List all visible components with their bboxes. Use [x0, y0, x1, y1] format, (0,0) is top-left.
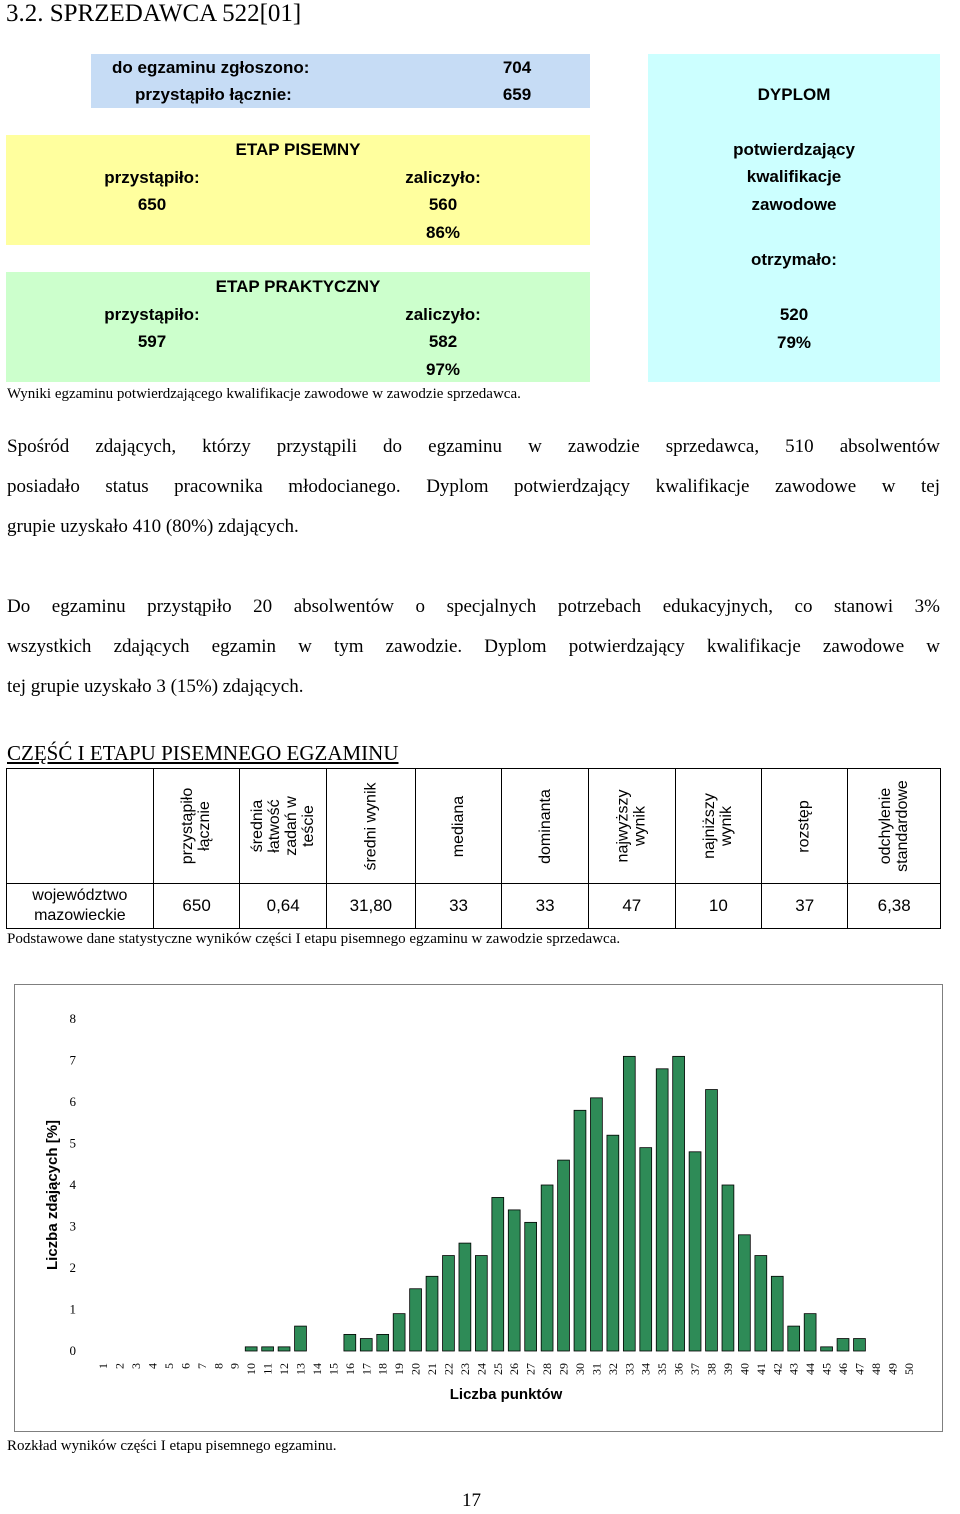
- dyplom-line2: kwalifikacje: [746, 167, 842, 186]
- dyplom-line1: potwierdzający: [733, 140, 855, 159]
- stats-header-label: najniższy wynik: [701, 792, 736, 859]
- histogram-bar: [377, 1334, 389, 1351]
- x-tick-label: 13: [293, 1363, 308, 1375]
- histogram-bar: [804, 1314, 816, 1351]
- histogram-bar: [640, 1148, 652, 1351]
- x-tick-label: 29: [556, 1363, 571, 1375]
- paragraph-mlodociani: [7, 427, 940, 547]
- stats-value-sredni-wynik: 31,80: [326, 884, 415, 929]
- x-tick-label: 20: [408, 1363, 423, 1375]
- x-tick-label: 40: [737, 1363, 752, 1375]
- x-tick-label: 47: [852, 1363, 867, 1375]
- etap-pisemny-percent: 86%: [425, 223, 461, 242]
- dyplom-box: [648, 54, 940, 382]
- stats-header-label: najwyższy wynik: [614, 789, 649, 862]
- dyplom-otrzymalo-label: otrzymało:: [751, 250, 837, 269]
- histogram-bar: [245, 1347, 257, 1351]
- etap-pisemny-zaliczylo-value: 560: [428, 195, 458, 214]
- stats-caption: Podstawowe dane statystyczne wyników części I etapu pisemnego egzaminu w zawodzie sprzedawca.: [7, 931, 621, 947]
- histogram-bar: [525, 1222, 537, 1351]
- stats-value-latwosc: 0,64: [240, 884, 326, 929]
- y-tick-label: 1: [69, 1301, 76, 1317]
- stats-header-cell: [240, 769, 326, 884]
- histogram-bar: [607, 1135, 619, 1351]
- stats-value-przystapilo: 650: [153, 884, 240, 929]
- x-tick-label: 15: [326, 1363, 341, 1375]
- stats-value-rozstep: 37: [762, 884, 848, 929]
- dyplom-otrzymalo-value: 520: [779, 305, 809, 324]
- x-tick-label: 33: [622, 1363, 637, 1375]
- dyplom-line3: zawodowe: [751, 195, 837, 214]
- histogram-bar: [344, 1334, 356, 1351]
- przystapilo-lacznie-label: przystąpiło łącznie:: [135, 85, 292, 104]
- x-tick-label: 44: [803, 1363, 818, 1375]
- x-tick-label: 7: [194, 1363, 209, 1369]
- x-tick-label: 21: [425, 1363, 440, 1375]
- x-tick-label: 26: [507, 1363, 522, 1375]
- etap-praktyczny-percent: 97%: [425, 360, 461, 379]
- x-tick-label: 25: [490, 1363, 505, 1375]
- x-tick-label: 9: [227, 1363, 242, 1369]
- x-tick-label: 14: [309, 1363, 324, 1375]
- x-tick-label: 43: [786, 1363, 801, 1375]
- histogram-bar: [262, 1347, 274, 1351]
- etap-pisemny-zaliczylo-label: zaliczyło:: [405, 168, 481, 187]
- paragraph-line: Spośród zdających, którzy przystąpili do egzaminu w zawodzie sprzedawca, 510 absolwentów: [7, 436, 940, 457]
- histogram-bar: [360, 1339, 372, 1351]
- x-tick-label: 19: [392, 1363, 407, 1375]
- stats-header-cell: [502, 769, 589, 884]
- stats-data-row: [7, 884, 941, 929]
- x-tick-label: 24: [474, 1363, 489, 1375]
- x-tick-label: 27: [523, 1363, 538, 1375]
- etap-pisemny-box: [6, 135, 590, 245]
- histogram-bar: [459, 1243, 471, 1351]
- histogram-svg: [15, 985, 942, 1431]
- x-tick-label: 3: [129, 1363, 144, 1369]
- stats-header-cell: [762, 769, 848, 884]
- stats-header-row: [7, 769, 941, 884]
- etap-pisemny-przystapilo-label: przystąpiło:: [104, 168, 200, 187]
- y-tick-label: 7: [69, 1052, 76, 1068]
- y-tick-label: 8: [69, 1011, 76, 1026]
- x-tick-label: 10: [244, 1363, 259, 1375]
- y-tick-label: 0: [69, 1343, 76, 1358]
- histogram-bar: [706, 1090, 718, 1351]
- stats-header-label: średni wynik: [362, 782, 380, 871]
- x-tick-label: 48: [868, 1363, 883, 1375]
- etap-praktyczny-przystapilo-value: 597: [137, 332, 167, 351]
- x-tick-label: 28: [540, 1363, 555, 1375]
- y-tick-label: 3: [69, 1218, 76, 1234]
- histogram-bar: [837, 1339, 849, 1351]
- etap-pisemny-przystapilo-value: 650: [137, 195, 167, 214]
- x-tick-label: 34: [638, 1363, 653, 1375]
- histogram-chart: [14, 984, 943, 1432]
- stats-value-najwyzszy: 47: [588, 884, 675, 929]
- x-tick-label: 46: [836, 1363, 851, 1375]
- x-tick-label: 18: [375, 1363, 390, 1375]
- page-title: 3.2. SPRZEDAWCA 522[01]: [6, 0, 302, 27]
- histogram-bar: [738, 1235, 750, 1351]
- paragraph-line: wszystkich zdających egzamin w tym zawodzie. Dyplom potwierdzający kwalifikacje zawodowe w: [7, 636, 940, 657]
- x-tick-label: 5: [161, 1363, 176, 1369]
- histogram-bar: [295, 1326, 307, 1351]
- x-tick-label: 38: [704, 1363, 719, 1375]
- przystapilo-lacznie-value: 659: [502, 85, 532, 104]
- x-tick-label: 39: [720, 1363, 735, 1375]
- x-tick-label: 1: [96, 1363, 111, 1369]
- x-tick-label: 41: [753, 1363, 768, 1375]
- zgloszono-label: do egzaminu zgłoszono:: [112, 58, 310, 77]
- etap-praktyczny-box: [6, 272, 590, 382]
- x-tick-label: 30: [572, 1363, 587, 1375]
- x-tick-label: 17: [359, 1363, 374, 1375]
- stats-header-cell: [415, 769, 501, 884]
- x-tick-label: 36: [671, 1363, 686, 1375]
- chart-caption: Rozkład wyników części I etapu pisemnego egzaminu.: [7, 1438, 337, 1454]
- y-tick-label: 5: [69, 1135, 76, 1151]
- etap-praktyczny-zaliczylo-value: 582: [428, 332, 458, 351]
- paragraph-line: Do egzaminu przystąpiło 20 absolwentów o specjalnych potrzebach edukacyjnych, co stanowi 3%: [7, 596, 940, 617]
- histogram-bar: [689, 1152, 701, 1351]
- stats-header-cell: [153, 769, 240, 884]
- histogram-bar: [278, 1347, 290, 1351]
- etap-pisemny-heading: ETAP PISEMNY: [235, 140, 361, 159]
- y-axis-label: Liczba zdających [%]: [44, 1119, 61, 1271]
- x-tick-label: 42: [770, 1363, 785, 1375]
- dyplom-heading: DYPLOM: [757, 85, 831, 104]
- histogram-bar: [623, 1056, 635, 1351]
- stats-header-label: mediana: [450, 795, 468, 858]
- histogram-bar: [788, 1326, 800, 1351]
- x-tick-label: 32: [605, 1363, 620, 1375]
- summary-caption: Wyniki egzaminu potwierdzającego kwalifikacje zawodowe w zawodzie sprzedawca.: [7, 386, 521, 402]
- stats-header-label: dominanta: [536, 789, 554, 864]
- stats-header-cell: [326, 769, 415, 884]
- stats-value-odchylenie: 6,38: [848, 884, 941, 929]
- etap-praktyczny-przystapilo-label: przystąpiło:: [104, 305, 200, 324]
- histogram-bar: [821, 1347, 833, 1351]
- paragraph-line: tej grupie uzyskało 3 (15%) zdających.: [7, 676, 304, 697]
- stats-header-label: rozstęp: [796, 800, 814, 853]
- etap-praktyczny-heading: ETAP PRAKTYCZNY: [215, 277, 381, 296]
- y-tick-label: 2: [69, 1260, 76, 1275]
- stats-value-najnizszy: 10: [675, 884, 762, 929]
- histogram-bar: [722, 1185, 734, 1351]
- etap-praktyczny-zaliczylo-label: zaliczyło:: [405, 305, 481, 324]
- stats-header-cell: [848, 769, 941, 884]
- x-tick-label: 11: [260, 1363, 275, 1375]
- histogram-bar: [854, 1339, 866, 1351]
- histogram-bar: [492, 1197, 504, 1351]
- x-tick-label: 49: [885, 1363, 900, 1375]
- histogram-bar: [656, 1069, 668, 1351]
- x-tick-label: 2: [112, 1363, 127, 1369]
- x-tick-label: 8: [211, 1363, 226, 1369]
- stats-header-label: odchylenie standardowe: [877, 779, 912, 872]
- histogram-bar: [393, 1314, 405, 1351]
- histogram-bar: [591, 1098, 603, 1351]
- x-axis-label: Liczba punktów: [449, 1386, 563, 1403]
- section-heading: CZĘŚĆ I ETAPU PISEMNEGO EGZAMINU: [7, 741, 399, 765]
- histogram-bar: [443, 1256, 455, 1351]
- histogram-bar: [574, 1110, 586, 1351]
- stats-header-label: przystąpiło łącznie: [179, 787, 214, 864]
- histogram-bar: [508, 1210, 520, 1351]
- histogram-bar: [771, 1276, 783, 1351]
- stats-header-cell: [588, 769, 675, 884]
- histogram-bar: [410, 1289, 422, 1351]
- x-tick-label: 12: [277, 1363, 292, 1375]
- x-tick-label: 45: [819, 1363, 834, 1375]
- x-tick-label: 23: [457, 1363, 472, 1375]
- paragraph-specjalne-potrzeby: [7, 587, 940, 707]
- y-tick-label: 4: [69, 1177, 76, 1192]
- stats-header-cell: [675, 769, 762, 884]
- x-tick-label: 50: [901, 1363, 916, 1375]
- zgloszono-value: 704: [502, 58, 532, 77]
- x-tick-label: 16: [342, 1363, 357, 1375]
- x-tick-label: 4: [145, 1363, 160, 1369]
- x-tick-label: 31: [589, 1363, 604, 1375]
- y-tick-label: 6: [69, 1094, 76, 1109]
- stats-value-mediana: 33: [415, 884, 501, 929]
- summary-box: [91, 54, 590, 108]
- histogram-bar: [755, 1256, 767, 1351]
- page-number: 17: [462, 1490, 481, 1511]
- x-tick-label: 22: [441, 1363, 456, 1375]
- stats-row-label: województwo mazowieckie: [7, 884, 154, 929]
- histogram-bar: [426, 1276, 438, 1351]
- paragraph-line: grupie uzyskało 410 (80%) zdających.: [7, 516, 299, 537]
- x-tick-label: 35: [655, 1363, 670, 1375]
- histogram-bar: [475, 1256, 487, 1351]
- stats-table: [6, 768, 941, 929]
- stats-header-empty: [7, 769, 154, 884]
- x-tick-label: 37: [688, 1363, 703, 1375]
- histogram-bar: [558, 1160, 570, 1351]
- histogram-bar: [541, 1185, 553, 1351]
- dyplom-percent: 79%: [776, 333, 812, 352]
- stats-value-dominanta: 33: [502, 884, 589, 929]
- paragraph-line: posiadało status pracownika młodocianego. Dyplom potwierdzający kwalifikacje zawodowe w tej: [7, 476, 940, 497]
- x-tick-label: 6: [178, 1363, 193, 1369]
- histogram-bar: [673, 1056, 685, 1351]
- stats-header-label: średnia łatwość zadań w teście: [249, 795, 318, 856]
